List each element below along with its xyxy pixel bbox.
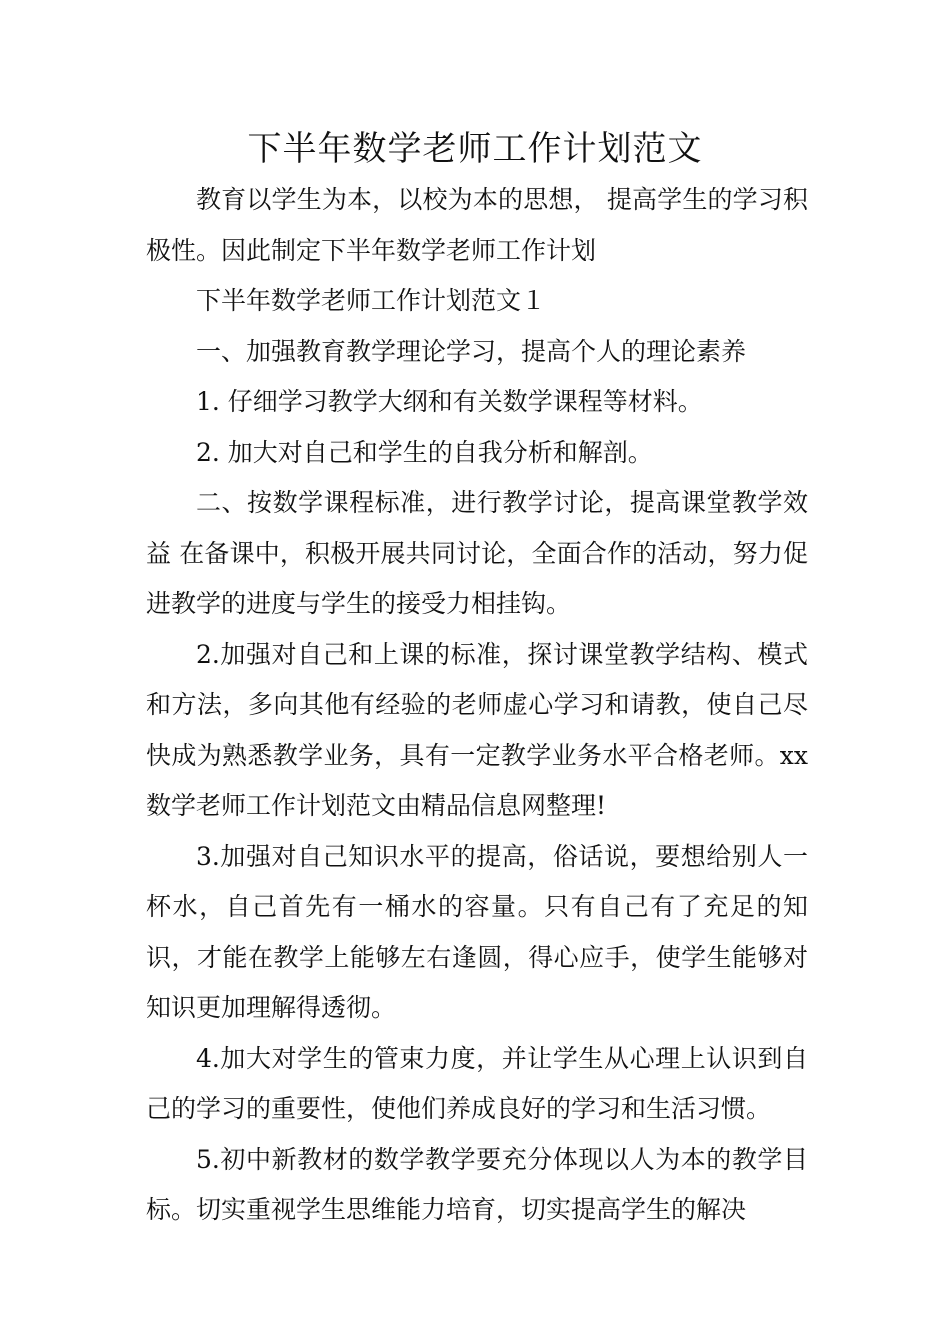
paragraph-section-heading: 下半年数学老师工作计划范文１ xyxy=(196,286,547,315)
paragraph-item-1: 1. 仔细学习教学大纲和有关数学课程等材料。 xyxy=(196,387,703,416)
paragraph-point-3: 3.加强对自己知识水平的提高，俗话说，要想给别人一杯水，自己首先有一桶水的容量。只有自己有了充足的知识，才能在教学上能够左右逢圆，得心应手，使学生能够对知识更加理解得透彻。 xyxy=(146,841,808,1022)
document-body xyxy=(146,175,808,1236)
paragraph-point-4: 4.加大对学生的管束力度，并让学生从心理上认识到自己的学习的重要性，使他们养成良好的学习和生活习惯。 xyxy=(146,1043,808,1123)
paragraph-item-2: 2. 加大对自己和学生的自我分析和解剖。 xyxy=(196,437,653,467)
paragraph-heading-one: 一、加强教育教学理论学习，提高个人的理论素养 xyxy=(196,336,747,366)
document-title: 下半年数学老师工作计划范文 xyxy=(247,129,703,169)
paragraph-point-2: 2.加强对自己和上课的标准，探讨课堂教学结构、模式和方法，多向其他有经验的老师虚心学习和请教，使自己尽快成为熟悉教学业务，具有一定教学业务水平合格老师。xx数学老师工作计划范文由精品信息网整理! xyxy=(146,639,808,820)
paragraph-point-5: 5.初中新教材的数学教学要充分体现以人为本的教学目标。切实重视学生思维能力培育，切实提高学生的解决 xyxy=(146,1144,808,1224)
paragraph-heading-two: 二、按数学课程标准，进行教学讨论，提高课堂教学效益 在备课中，积极开展共同讨论，全面合作的活动，努力促进教学的进度与学生的接受力相挂钩。 xyxy=(146,488,808,618)
paragraph-intro: 教育以学生为本，以校为本的思想， 提高学生的学习积极性。因此制定下半年数学老师工作计划 xyxy=(146,185,808,265)
